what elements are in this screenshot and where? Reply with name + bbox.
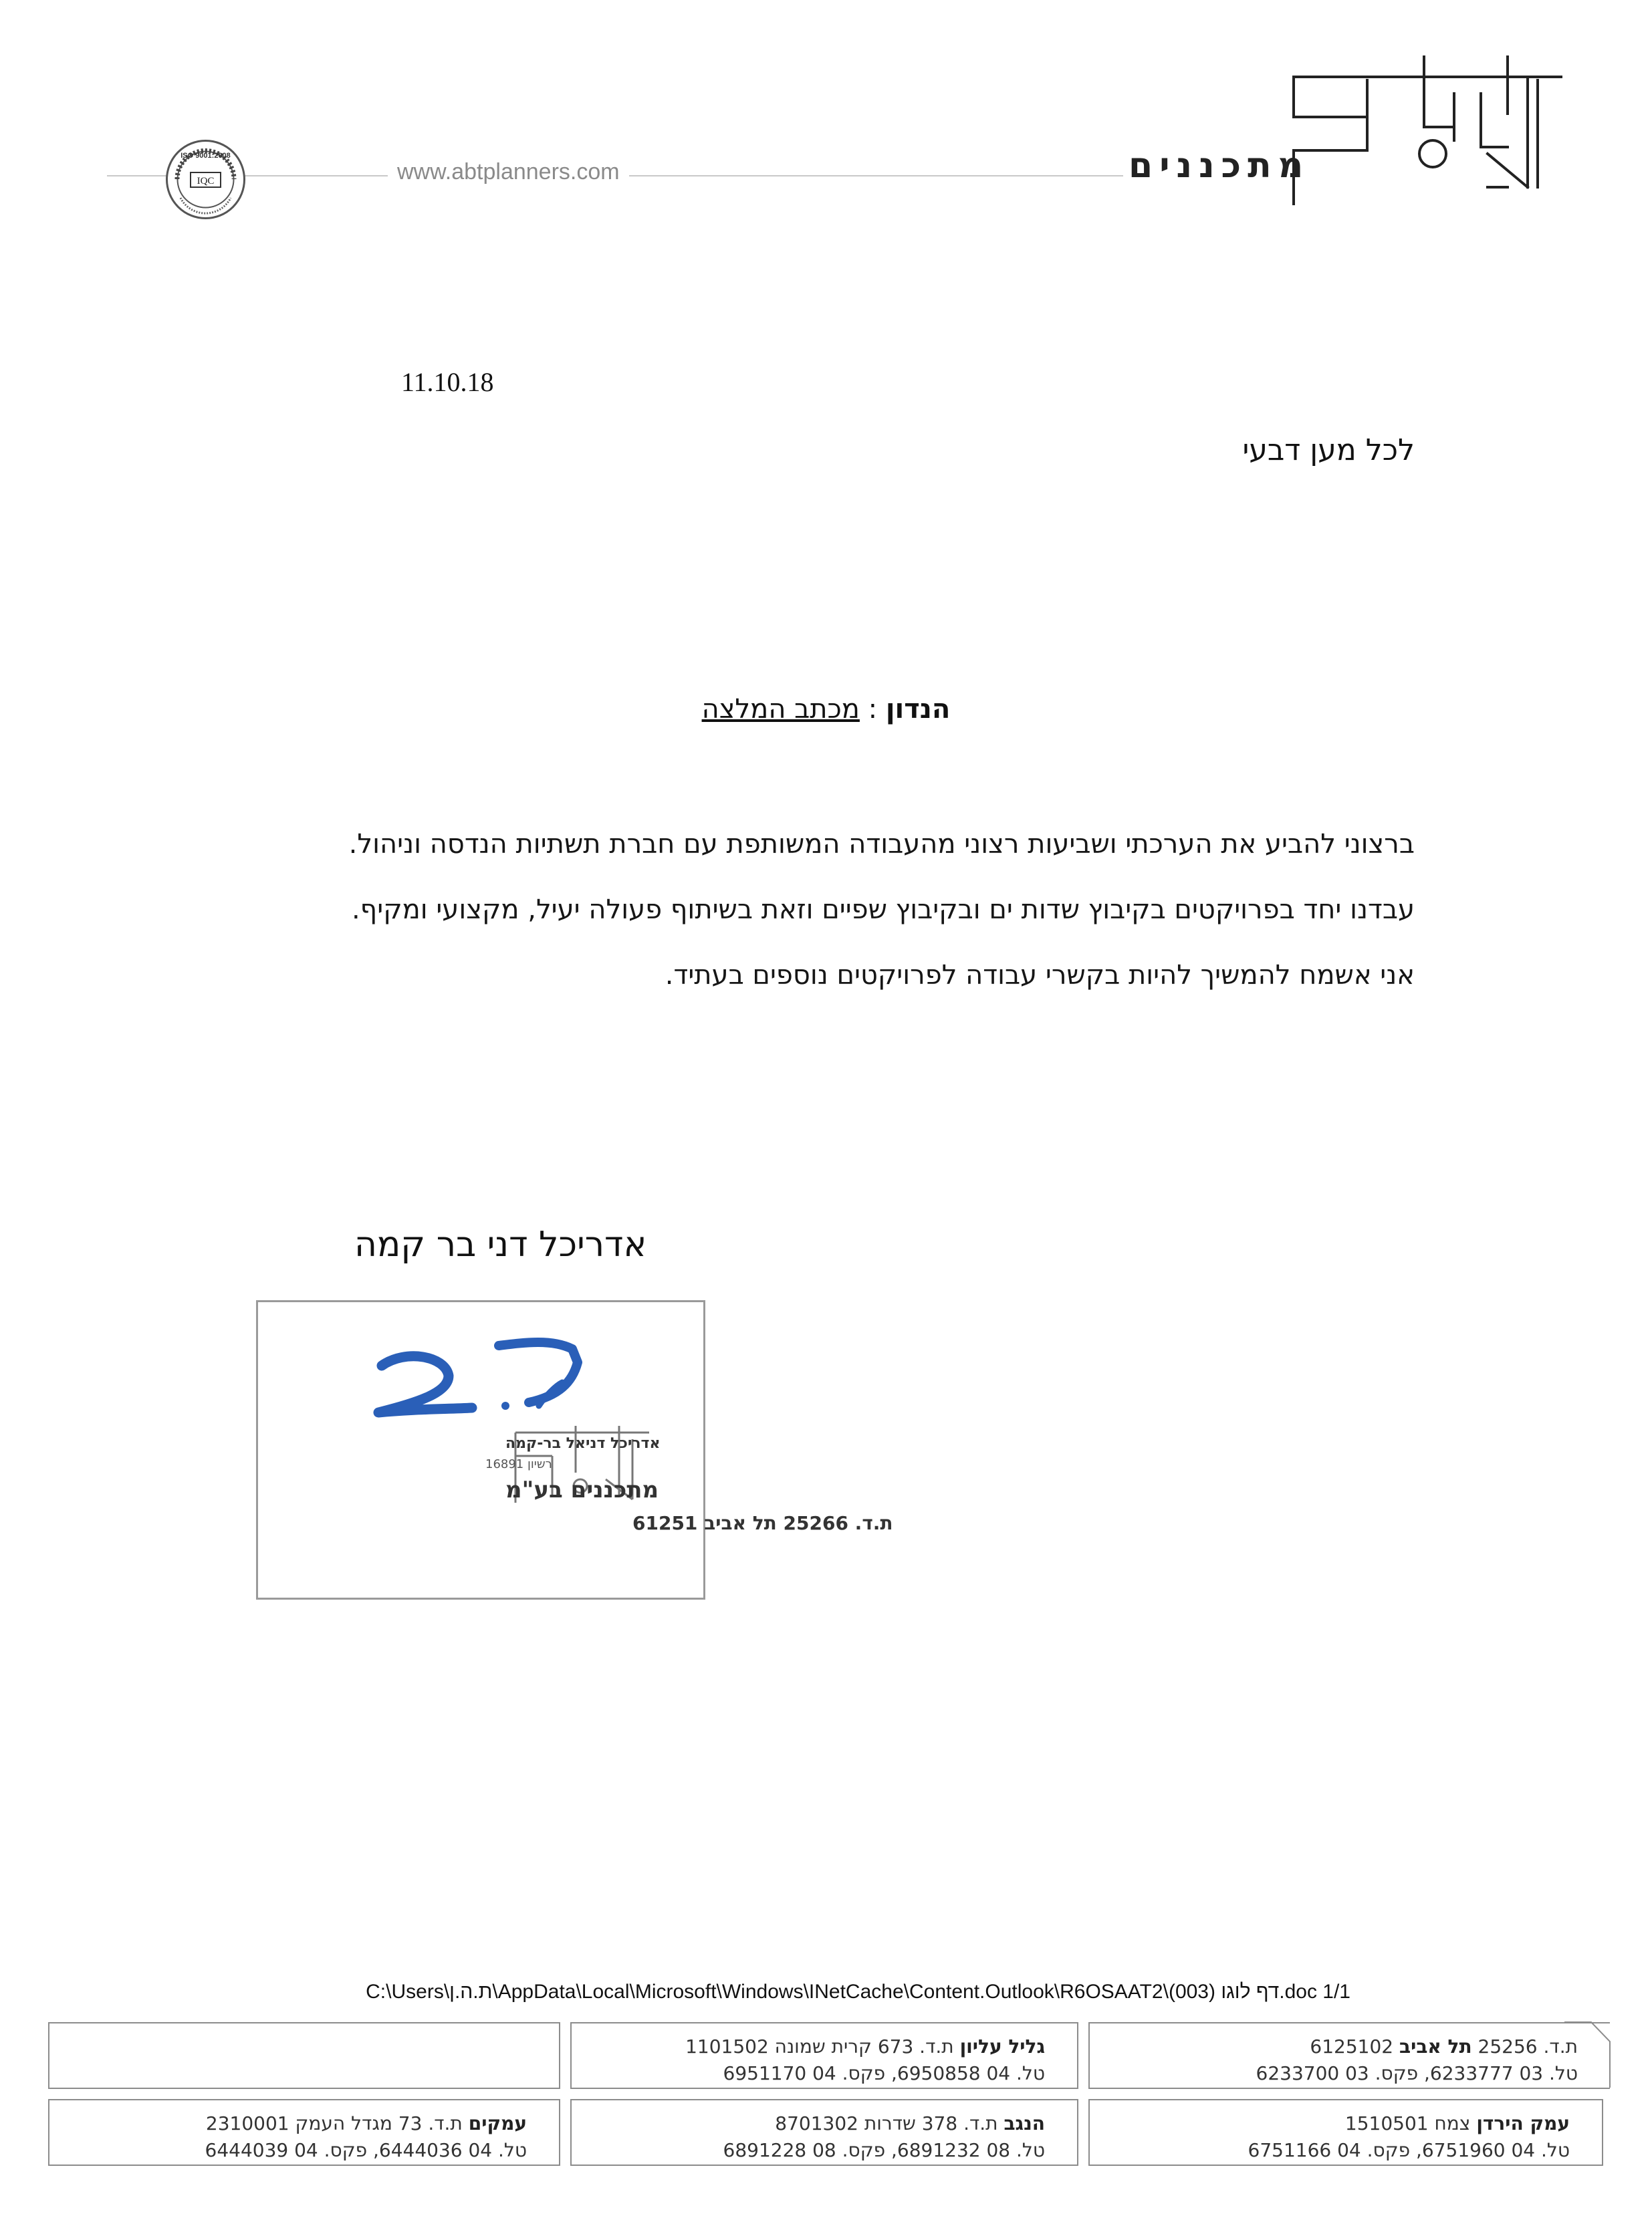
- svg-text:אדריכל דניאל בר-קמה: אדריכל דניאל בר-קמה: [505, 1435, 661, 1452]
- letter-recipient: לכל מען דבעי: [1242, 433, 1415, 467]
- iso-certification-seal: [164, 138, 247, 221]
- office-name: עמק הירדן: [1476, 2112, 1570, 2134]
- office-phone: טל. 04 6950858, פקס. 04 6951170: [723, 2062, 1045, 2084]
- office-name: עמקים: [468, 2112, 527, 2134]
- office-phone: טל. 03 6233777, פקס. 03 6233700: [1256, 2062, 1578, 2084]
- iso-standard-label: ISO 9001:2008: [181, 152, 231, 160]
- letter-date: 11.10.18: [401, 367, 494, 397]
- company-website: www.abtplanners.com: [388, 159, 629, 185]
- office-address: הנגב ת.ד. 378 שדרות 8701302: [775, 2112, 1045, 2134]
- office-box-empty: [48, 2022, 560, 2089]
- brand-wordmark: מתכננים: [1129, 146, 1310, 186]
- office-address: ת.ד. 25256 תל אביב 6125102: [1310, 2036, 1578, 2058]
- office-box-negev: [570, 2099, 1078, 2166]
- office-phone: טל. 04 6751960, פקס. 04 6751166: [1248, 2139, 1570, 2161]
- document-file-path: C:\Users\ת.ה.ן\AppData\Local\Microsoft\Windows\INetCache\Content.Outlook\R6OSAAT2\דף לוגו (003).doc 1/1: [366, 1981, 1350, 2003]
- company-stamp: [256, 1300, 893, 1600]
- office-address: גליל עליון ת.ד. 673 קרית שמונה 1101502: [685, 2036, 1045, 2058]
- svg-text:ת.ד. 25266 תל אביב 61251: ת.ד. 25266 תל אביב 61251: [632, 1512, 893, 1534]
- body-paragraph: עבדנו יחד בפרויקטים בקיבוץ שדות ים ובקיבוץ שפיים וזאת בשיתוף פעולה יעיל, מקצועי ומקיף.: [351, 894, 1415, 925]
- body-paragraph: אני אשמח להמשיך להיות בקשרי עבודה לפרויקטים נוספים בעתיד.: [665, 960, 1415, 991]
- office-box-amakim: [48, 2099, 560, 2166]
- office-address: עמקים ת.ד. 73 מגדל העמק 2310001: [205, 2112, 527, 2134]
- box-corner-notch: [1564, 2021, 1611, 2068]
- signer-name: אדריכל דני בר קמה: [354, 1225, 647, 1265]
- office-name: תל אביב: [1399, 2036, 1472, 2058]
- iso-mark-label: IQC: [197, 176, 215, 187]
- office-name: הנגב: [1004, 2112, 1045, 2134]
- company-logo: [1287, 53, 1574, 207]
- subject-text: מכתב המלצה: [701, 694, 860, 725]
- subject-separator: :: [859, 694, 886, 725]
- subject-label: הנדון: [885, 694, 951, 725]
- office-phone: טל. 04 6444036, פקס. 04 6444039: [205, 2139, 527, 2161]
- letter-subject: [0, 694, 1652, 725]
- office-address: עמק הירדן צמח 1510501: [1344, 2112, 1570, 2134]
- svg-text:מתכננים בע"מ: מתכננים בע"מ: [505, 1477, 659, 1503]
- office-box-emek-hayarden: [1088, 2099, 1603, 2166]
- office-phone: טל. 08 6891232, פקס. 08 6891228: [723, 2139, 1045, 2161]
- stamp-graphic: [258, 1302, 893, 1598]
- office-box-galil-elyon: [570, 2022, 1078, 2089]
- office-name: גליל עליון: [959, 2036, 1045, 2058]
- office-box-tel-aviv: [1088, 2022, 1610, 2089]
- body-paragraph: ברצוני להביע את הערכתי ושביעות רצוני מהעבודה המשותפת עם חברת תשתיות הנדסה וניהול.: [348, 829, 1415, 860]
- svg-text:רשיון 16891: רשיון 16891: [485, 1457, 552, 1471]
